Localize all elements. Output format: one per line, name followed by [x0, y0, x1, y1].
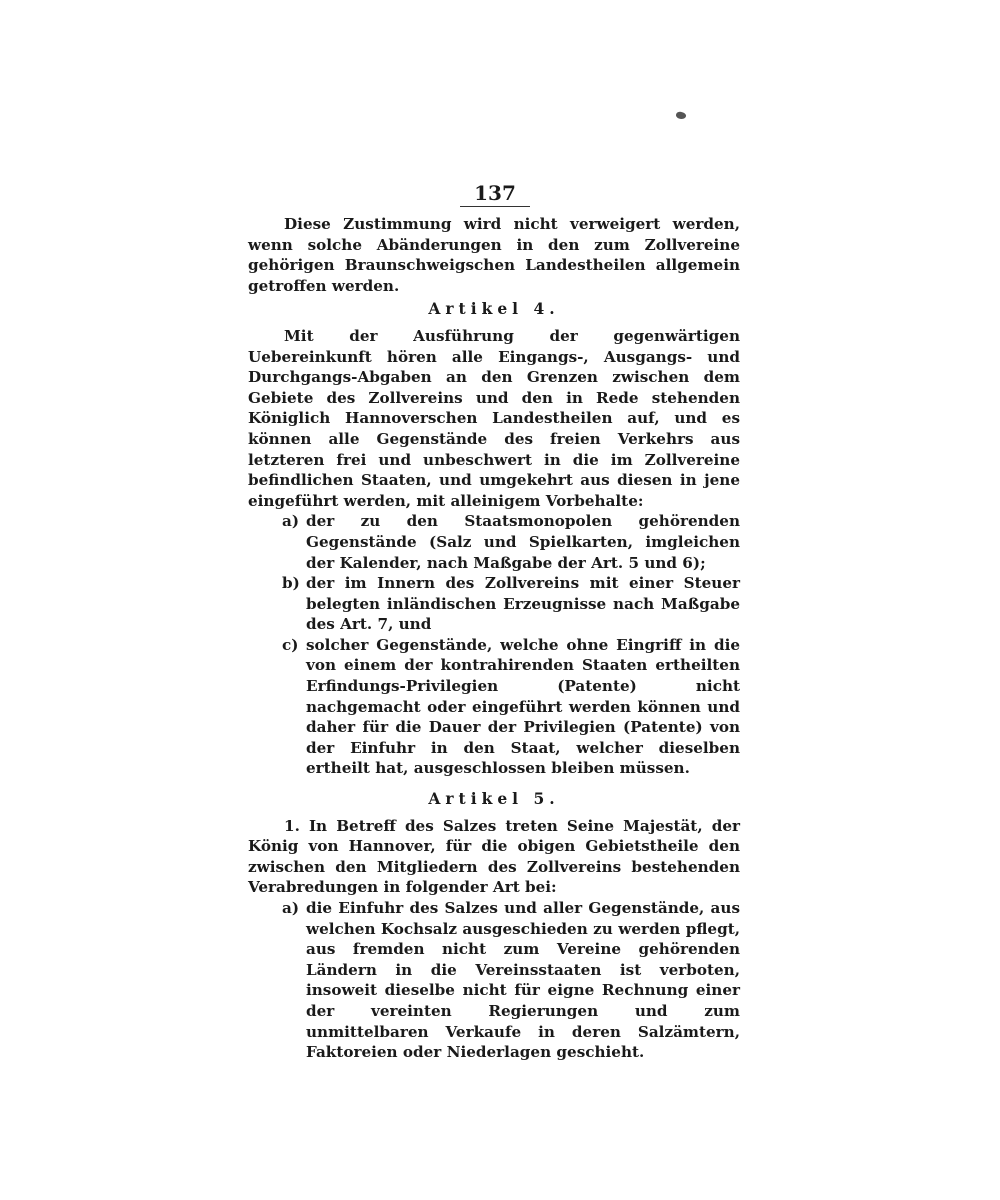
ink-spot — [675, 111, 687, 121]
item-key: a) — [282, 899, 300, 917]
item-key: c) — [282, 635, 299, 654]
item-key: b) — [282, 574, 300, 593]
page-body — [248, 180, 740, 1063]
article-4-item-b — [248, 573, 740, 635]
item-text: der im Innern des Zollvereins mit einer Steuer belegten inländischen Erzeugnisse nach Maßgabe des Art. 7, und — [306, 574, 740, 634]
article-4-paragraph: Mit der Ausführung der gegenwärtigen Uebereinkunft hören alle Eingangs-, Ausgangs- und Durchgangs-Abgaben an den Grenzen zwischen dem Gebiete des Zollvereins und den in Rede stehenden Königlich Hannoverschen Landestheilen auf, und es können alle Gegenstände des freien Verkehrs aus letzteren frei und unbeschwert in die im Zollvereine befindlichen Staaten, und umgekehrt aus diesen in jene eingeführt werden, mit alleinigem Vorbehalte: — [248, 326, 740, 510]
article-4-item-c — [248, 635, 740, 779]
article-5-heading: Artikel 5. — [428, 789, 560, 809]
intro-paragraph: Diese Zustimmung wird nicht verweigert werden, wenn solche Abänderungen in den zum Zollvereine gehörigen Braunschweigschen Landestheilen allgemein getroffen werden. — [248, 215, 740, 295]
item-key: a) — [282, 512, 300, 531]
article-5-item-a — [248, 898, 740, 1063]
item-text: solcher Gegenstände, welche ohne Eingriff in die von einem der kontrahirenden Staaten ertheilten Erfindungs-Privilegien (Patente) nicht nachgemacht oder eingeführt werden können und daher für die Dauer der Privilegien (Patente) von der Einfuhr in den Staat, welcher dieselben ertheilt hat, ausgeschlossen bleiben müssen. — [306, 635, 740, 778]
item-text: der zu den Staatsmonopolen gehörenden Gegenstände (Salz und Spielkarten, imgleichen der Kalender, nach Maßgabe der Art. 5 und 6); — [306, 512, 740, 572]
page-number: 137 — [460, 180, 530, 207]
article-4-item-a — [248, 511, 740, 573]
article-5-paragraph: 1. In Betreff des Salzes treten Seine Majestät, der König von Hannover, für die obigen Gebietstheile den zwischen den Mitgliedern des Zollvereins bestehenden Verabredungen in folgender Art bei: — [248, 816, 740, 897]
item-text: die Einfuhr des Salzes und aller Gegenstände, aus welchen Kochsalz ausgeschieden zu werden pflegt, aus fremden nicht zum Vereine gehörenden Ländern in die Vereinsstaaten ist verboten, insoweit dieselbe nicht für eigne Rechnung einer der vereinten Regierungen und zum unmittelbaren Verkaufe in deren Salzämtern, Faktoreien oder Niederlagen geschieht. — [306, 899, 740, 1062]
article-4-heading: Artikel 4. — [428, 299, 560, 319]
